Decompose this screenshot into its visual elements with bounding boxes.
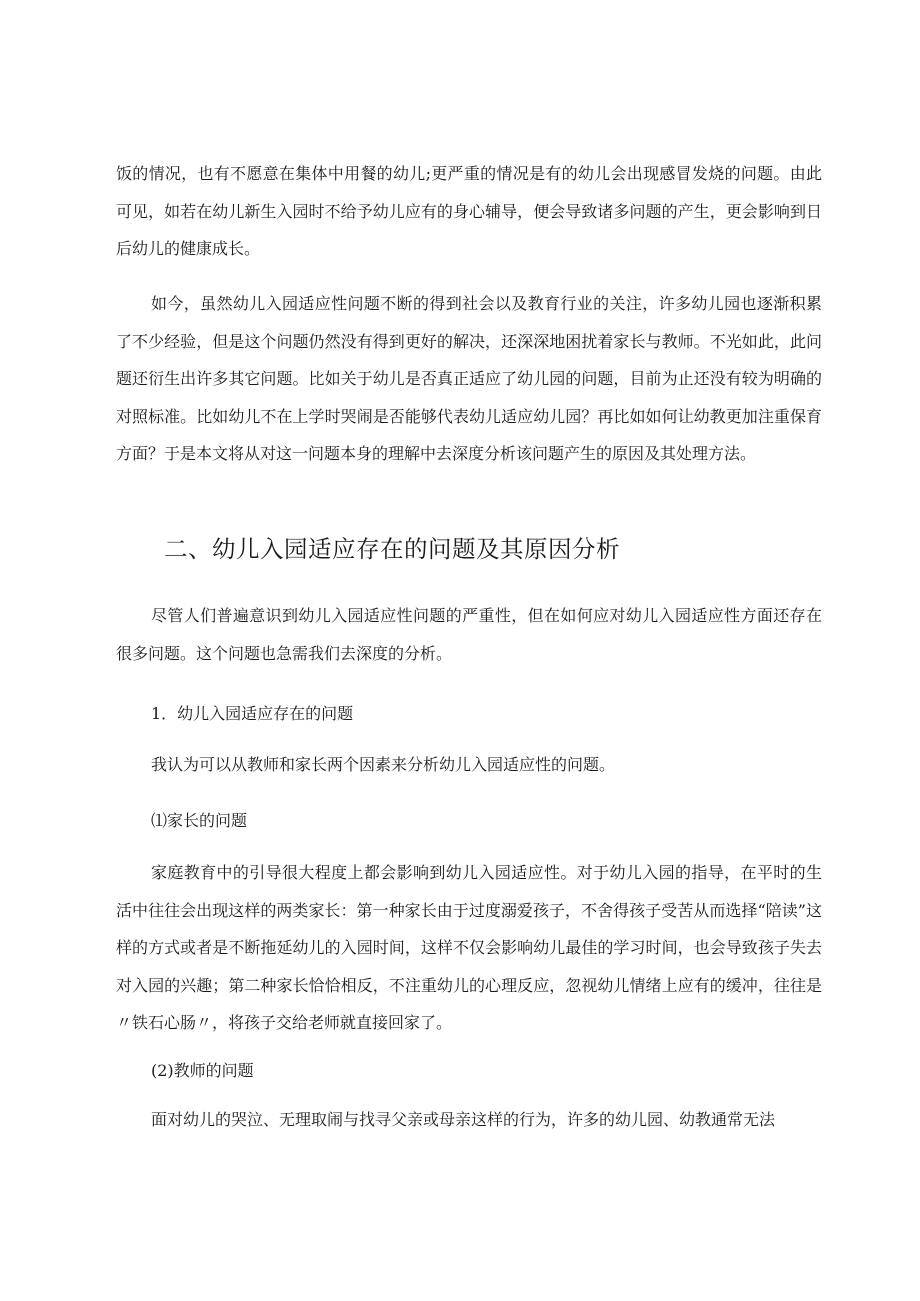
paragraph-current-situation: 如今，虽然幼儿入园适应性问题不断的得到社会以及教育行业的关注，许多幼儿园也逐渐积累了不少经验，但是这个问题仍然没有得到更好的解决，还深深地困扰着家长与教师。不光如此，此问题还衍生出许多其它问题。比如关于幼儿是否真正适应了幼儿园的问题，目前为止还没有较为明确的对照标准。比如幼儿不在上学时哭闹是否能够代表幼儿适应幼儿园？再比如如何让幼教更加注重保育方面？于是本文将从对这一问题本身的理解中去深度分析该问题产生的原因及其处理方法。 bbox=[116, 294, 822, 463]
paragraph-parent-problems: 家庭教育中的引导很大程度上都会影响到幼儿入园适应性。对于幼儿入园的指导，在平时的生活中往往会出现这样的两类家长：第一种家长由于过度溺爱孩子，不舍得孩子受苦从而选择“陪读”这样的方式或者是不断拖延幼儿的入园时间，这样不仅会影响幼儿最佳的学习时间，也会导致孩子失去对入园的兴趣；第二种家长恰恰相反，不注重幼儿的心理反应，忽视幼儿情绪上应有的缓冲，往往是〃铁石心肠〃，将孩子交给老师就直接回家了。 bbox=[116, 863, 822, 1032]
paragraph-section-intro: 尽管人们普遍意识到幼儿入园适应性问题的严重性，但在如何应对幼儿入园适应性方面还存在很多问题。这个问题也急需我们去深度的分析。 bbox=[116, 606, 822, 663]
section-heading-problems-and-causes: 二、幼儿入园适应存在的问题及其原因分析 bbox=[164, 535, 620, 563]
subheading-parent-problems: ⑴家长的问题 bbox=[151, 811, 248, 830]
paragraph-teacher-problems: 面对幼儿的哭泣、无理取闹与找寻父亲或母亲这样的行为，许多的幼儿园、幼教通常无法 bbox=[151, 1110, 776, 1129]
paragraph-meal-and-illness: 饭的情况，也有不愿意在集体中用餐的幼儿;更严重的情况是有的幼儿会出现感冒发烧的问题。由此可见，如若在幼儿新生入园时不给予幼儿应有的身心辅导，便会导致诸多问题的产生，更会影响到日后幼儿的健康成长。 bbox=[116, 164, 822, 258]
subheading-problems: 1．幼儿入园适应存在的问题 bbox=[151, 704, 354, 723]
subheading-teacher-problems: (2)教师的问题 bbox=[151, 1061, 254, 1080]
paragraph-two-factors: 我认为可以从教师和家长两个因素来分析幼儿入园适应性的问题。 bbox=[151, 755, 616, 774]
